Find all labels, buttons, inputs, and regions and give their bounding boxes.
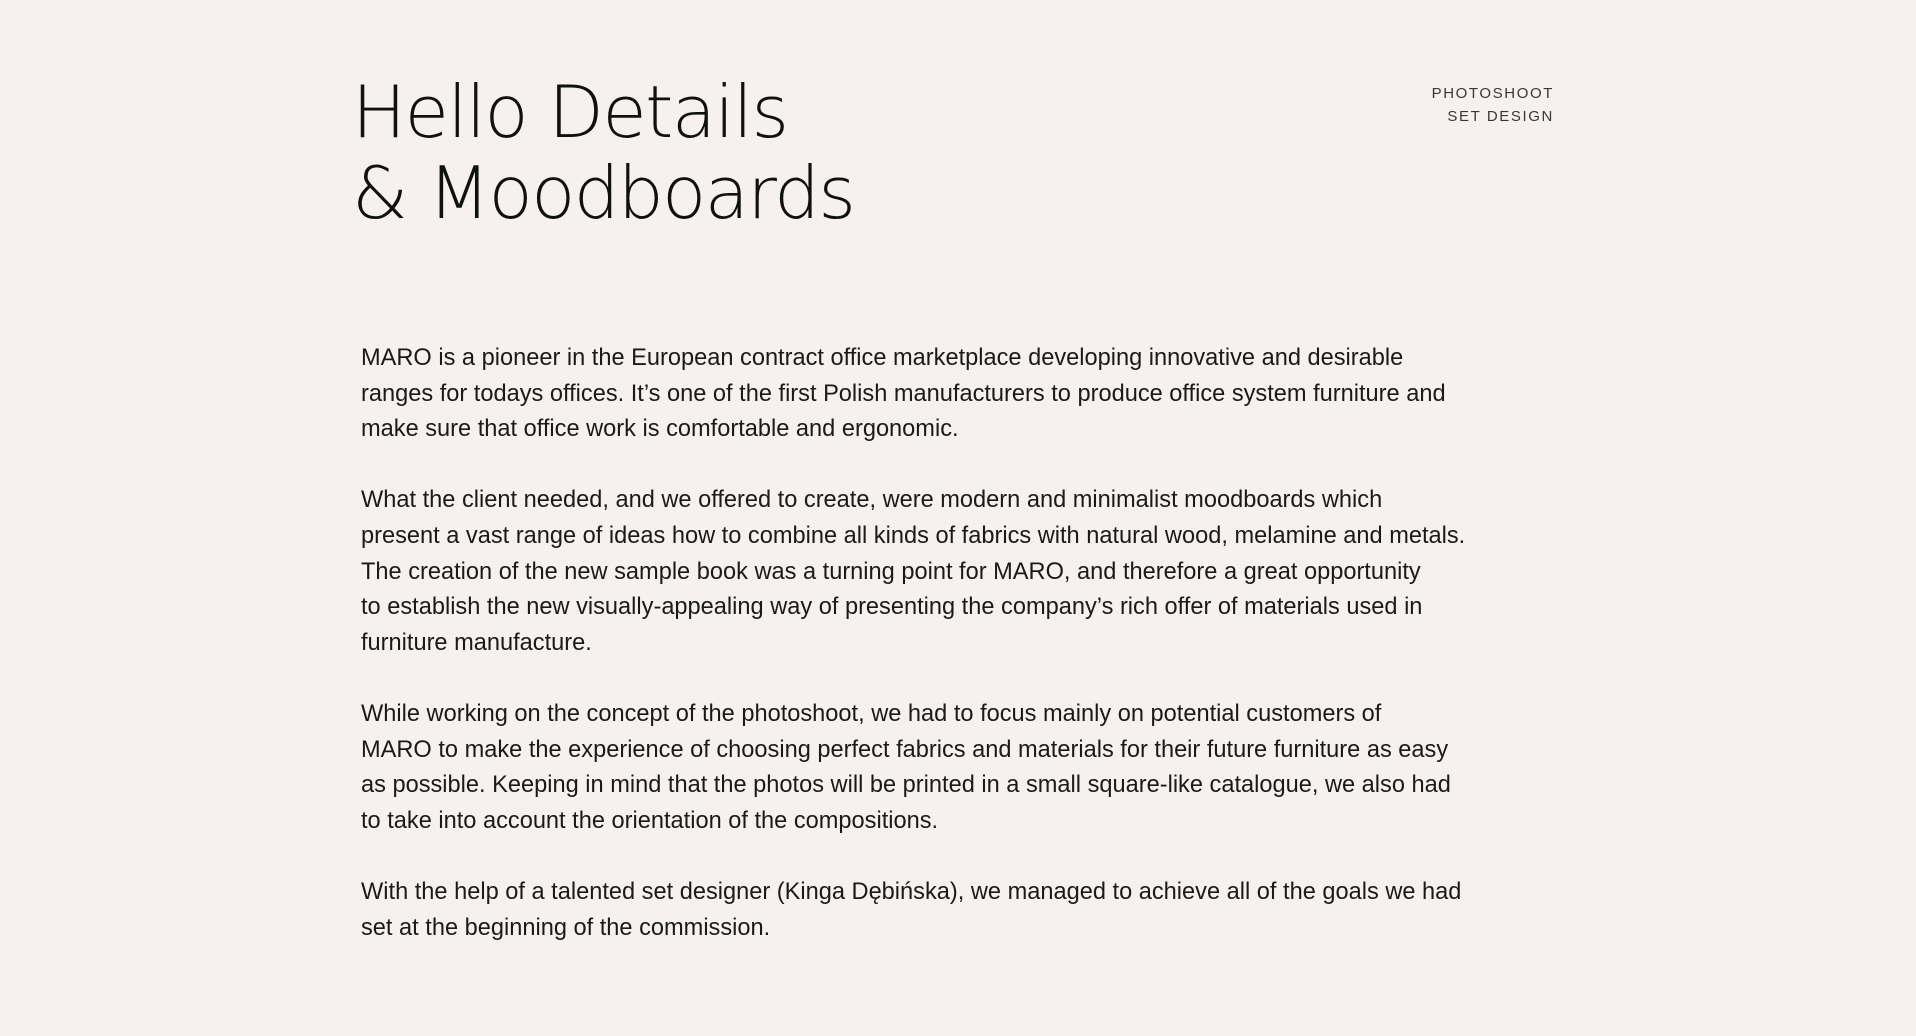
paragraph-line: as possible. Keeping in mind that the photos will be printed in a small square-like catalogue, we also had [361,772,1451,799]
paragraph-line: MARO is a pioneer in the European contract office marketplace developing innovative and desirable [361,345,1404,371]
body-text [361,341,1561,982]
paragraph-3 [361,697,1561,839]
paragraph-line: What the client needed, and we offered to create, were modern and minimalist moodboards which [361,487,1383,514]
paragraph-line: ranges for todays offices. It’s one of the first Polish manufacturers to produce office system furniture and [361,380,1446,407]
category-tags [1432,82,1554,128]
paragraph-line: While working on the concept of the photoshoot, we had to focus mainly on potential customers of [361,700,1382,727]
paragraph-line: to take into account the orientation of the compositions. [361,807,939,834]
paragraph-line: MARO to make the experience of choosing perfect fabrics and materials for their future furniture as easy [361,736,1449,763]
paragraph-line: make sure that office work is comfortable and ergonomic. [361,416,959,443]
paragraph-line: present a vast range of ideas how to combine all kinds of fabrics with natural wood, melamine and metals. [361,522,1466,549]
page-title-line-2: & Moodboards [352,151,855,235]
paragraph-4 [361,875,1561,946]
paragraph-line: set at the beginning of the commission. [361,914,771,941]
tag-photoshoot: PHOTOSHOOT [1431,85,1554,102]
paragraph-line: The creation of the new sample book was a turning point for MARO, and therefore a great opportunity [361,558,1421,585]
paragraph-line: With the help of a talented set designer (Kinga Dębińska), we managed to achieve all of the goals we had [361,878,1462,905]
tag-set-design: SET DESIGN [1447,108,1554,125]
paragraph-line: to establish the new visually-appealing way of presenting the company’s rich offer of materials used in [361,594,1423,621]
page-title-line-1: Hello Details [352,70,788,154]
page-title [352,72,854,234]
paragraph-line: furniture manufacture. [361,629,592,656]
paragraph-2 [361,483,1561,661]
paragraph-1 [361,341,1561,448]
